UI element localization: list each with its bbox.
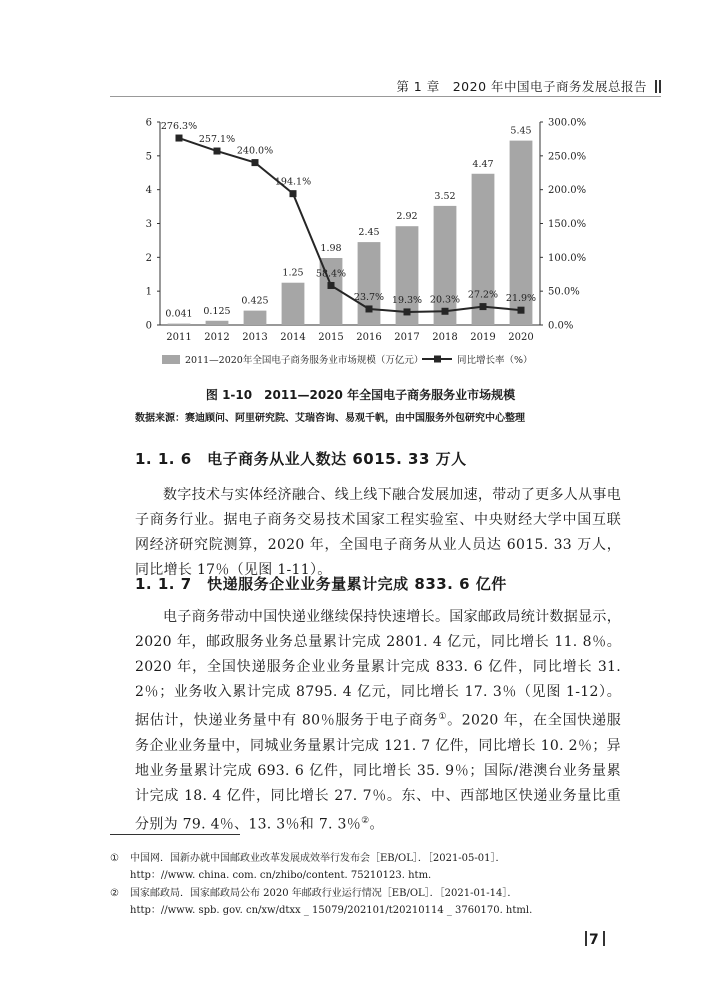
y2-tick-label: 250.0% xyxy=(548,151,587,163)
footnote-mark: ① xyxy=(110,853,119,864)
x-tick-label: 2015 xyxy=(318,332,344,343)
footnote-ref-1[interactable]: ① xyxy=(438,712,448,722)
growth-rate-label: 19.3% xyxy=(391,294,423,306)
paragraph xyxy=(135,605,621,837)
growth-rate-marker xyxy=(176,135,183,142)
bar-value-label: 0.041 xyxy=(165,308,193,320)
page-number: 7 xyxy=(589,932,599,948)
y2-tick-label: 300.0% xyxy=(548,117,587,129)
section-heading-1-1-7: 1. 1. 7 快递服务企业业务量累计完成 833. 6 亿件 xyxy=(135,575,507,593)
footnote-mark: ② xyxy=(110,888,119,899)
header-bars-ornament xyxy=(653,80,661,96)
growth-rate-marker xyxy=(404,308,411,315)
y-tick-label: 2 xyxy=(145,252,152,264)
paragraph-text-b: 。2020 年，在全国快递服务企业业务量中，同城业务量累计完成 121. 7 亿件，同比增长 10. 2％；异地业务量累计完成 693. 6 亿件，同比增长 35. 9％；国际/港澳台业务量累计完成 18. 4 亿件，同比增长 27. 7％。东、中、西部地区快递业务量比重分别为 79. 4％、13. 3％和 7. 3％ xyxy=(135,712,621,833)
y-tick-label: 6 xyxy=(145,117,152,129)
footnote-2 xyxy=(110,885,532,919)
x-tick-label: 2011 xyxy=(166,332,192,343)
growth-rate-label: 257.1% xyxy=(198,134,236,146)
bar xyxy=(206,321,229,325)
footnote-ref-2[interactable]: ② xyxy=(361,815,370,826)
growth-rate-label: 20.3% xyxy=(429,294,461,306)
figure-caption: 图 1-10 2011—2020 年全国电子商务服务业市场规模 xyxy=(205,388,516,402)
running-header-text: 第 1 章 2020 年中国电子商务发展总报告 xyxy=(396,79,647,94)
bar xyxy=(244,311,267,325)
growth-rate-marker xyxy=(442,308,449,315)
growth-rate-marker xyxy=(328,282,335,289)
bar-value-label: 0.425 xyxy=(241,295,269,307)
growth-rate-label: 194.1% xyxy=(274,176,312,188)
x-tick-label: 2018 xyxy=(432,332,458,343)
y2-tick-label: 50.0% xyxy=(548,286,580,298)
paragraph-text-a: 电子商务带动中国快递业继续保持快速增长。国家邮政局统计数据显示，2020 年，邮政服务业务总量累计完成 2801. 4 亿元，同比增长 11. 8％。2020 年，全国快递服务企业业务量累计完成 833. 6 亿件，同比增长 31. 2％；业务收入累计完成 8795. 4 亿元，同比增长 17. 3％（见图 1-12）。据估计，快递业务量中有 80％服务于电子商务 xyxy=(135,609,621,729)
bar-value-label: 4.47 xyxy=(472,158,494,170)
x-tick-label: 2013 xyxy=(242,332,268,343)
x-tick-label: 2014 xyxy=(280,332,306,343)
bar-value-label: 5.45 xyxy=(510,125,532,137)
figure-source: 数据来源：赛迪顾问、阿里研究院、艾瑞咨询、易观千帆，由中国服务外包研究中心整理 xyxy=(135,413,525,424)
footnote-text: 国家邮政局．国家邮政局公布 2020 年邮政行业运行情况［EB/OL］．［2021-01-14］． xyxy=(130,888,518,899)
y2-tick-label: 100.0% xyxy=(548,252,587,264)
growth-rate-marker xyxy=(290,190,297,197)
x-tick-label: 2019 xyxy=(470,332,496,343)
legend-bar-swatch xyxy=(162,355,180,364)
growth-rate-marker xyxy=(366,305,373,312)
y-tick-label: 1 xyxy=(145,286,152,298)
section-heading-1-1-6: 1. 1. 6 电子商务从业人数达 6015. 33 万人 xyxy=(135,450,467,468)
growth-rate-marker xyxy=(480,303,487,310)
growth-rate-marker xyxy=(214,148,221,155)
bar-value-label: 0.125 xyxy=(203,305,231,317)
y2-tick-label: 0.0% xyxy=(548,320,574,332)
bar xyxy=(434,206,457,325)
x-tick-label: 2017 xyxy=(394,332,420,343)
paragraph: 数字技术与实体经济融合、线上线下融合发展加速，带动了更多人从事电子商务行业。据电子商务交易技术国家工程实验室、中央财经大学中国互联网经济研究院测算，2020 年，全国电子商务从业人员达 6015. 33 万人，同比增长 17％（见图 1-11）。 xyxy=(135,487,621,578)
paragraph-text-end: 。 xyxy=(369,816,384,833)
header-rule xyxy=(110,96,661,97)
running-header xyxy=(396,77,661,96)
y2-tick-label: 150.0% xyxy=(548,219,587,230)
bar xyxy=(168,324,191,325)
growth-rate-marker xyxy=(518,307,525,314)
footnote-text: 中国网．国新办就中国邮政业改革发展成效举行发布会［EB/OL］．［2021-05-01］． xyxy=(130,853,506,864)
bar xyxy=(282,283,305,325)
growth-rate-marker xyxy=(252,159,259,166)
legend-bar-label: 2011—2020年全国电子商务服务业市场规模（万亿元） xyxy=(185,355,424,366)
bar-value-label: 2.92 xyxy=(396,211,418,223)
bar-value-label: 3.52 xyxy=(434,190,456,202)
x-tick-label: 2020 xyxy=(508,332,534,343)
growth-rate-label: 23.7% xyxy=(353,291,385,303)
legend-line-marker xyxy=(434,356,441,363)
footnote-1 xyxy=(110,850,506,884)
growth-rate-label: 21.9% xyxy=(505,293,537,305)
growth-rate-label: 276.3% xyxy=(160,121,198,133)
market-size-chart xyxy=(120,108,630,373)
section-1-1-7-body xyxy=(135,605,621,837)
footnote-url[interactable]: http：//www. china. com. cn/zhibo/content. 75210123. htm. xyxy=(130,870,432,881)
legend-line-label: 同比增长率（%） xyxy=(457,355,533,366)
section-1-1-6-body xyxy=(135,483,621,583)
growth-rate-label: 27.2% xyxy=(467,289,499,301)
x-tick-label: 2016 xyxy=(356,332,382,343)
y2-tick-label: 200.0% xyxy=(548,185,587,197)
page-number-box xyxy=(585,931,605,948)
growth-rate-label: 240.0% xyxy=(236,145,274,157)
bar-value-label: 1.98 xyxy=(320,243,342,255)
y-tick-label: 5 xyxy=(145,151,152,163)
bar xyxy=(358,242,381,325)
y-tick-label: 3 xyxy=(145,219,152,230)
growth-rate-line xyxy=(179,138,521,312)
growth-rate-label: 58.4% xyxy=(315,268,347,280)
y-tick-label: 4 xyxy=(145,185,152,197)
footnote-rule xyxy=(110,834,240,835)
bar-value-label: 1.25 xyxy=(282,267,304,279)
bar xyxy=(472,174,495,325)
y-tick-label: 0 xyxy=(145,320,152,332)
footnote-url[interactable]: http：//www. spb. gov. cn/xw/dtxx _ 15079/202101/t20210114 _ 3760170. html. xyxy=(130,905,533,916)
bar-value-label: 2.45 xyxy=(358,227,380,239)
x-tick-label: 2012 xyxy=(204,332,230,343)
